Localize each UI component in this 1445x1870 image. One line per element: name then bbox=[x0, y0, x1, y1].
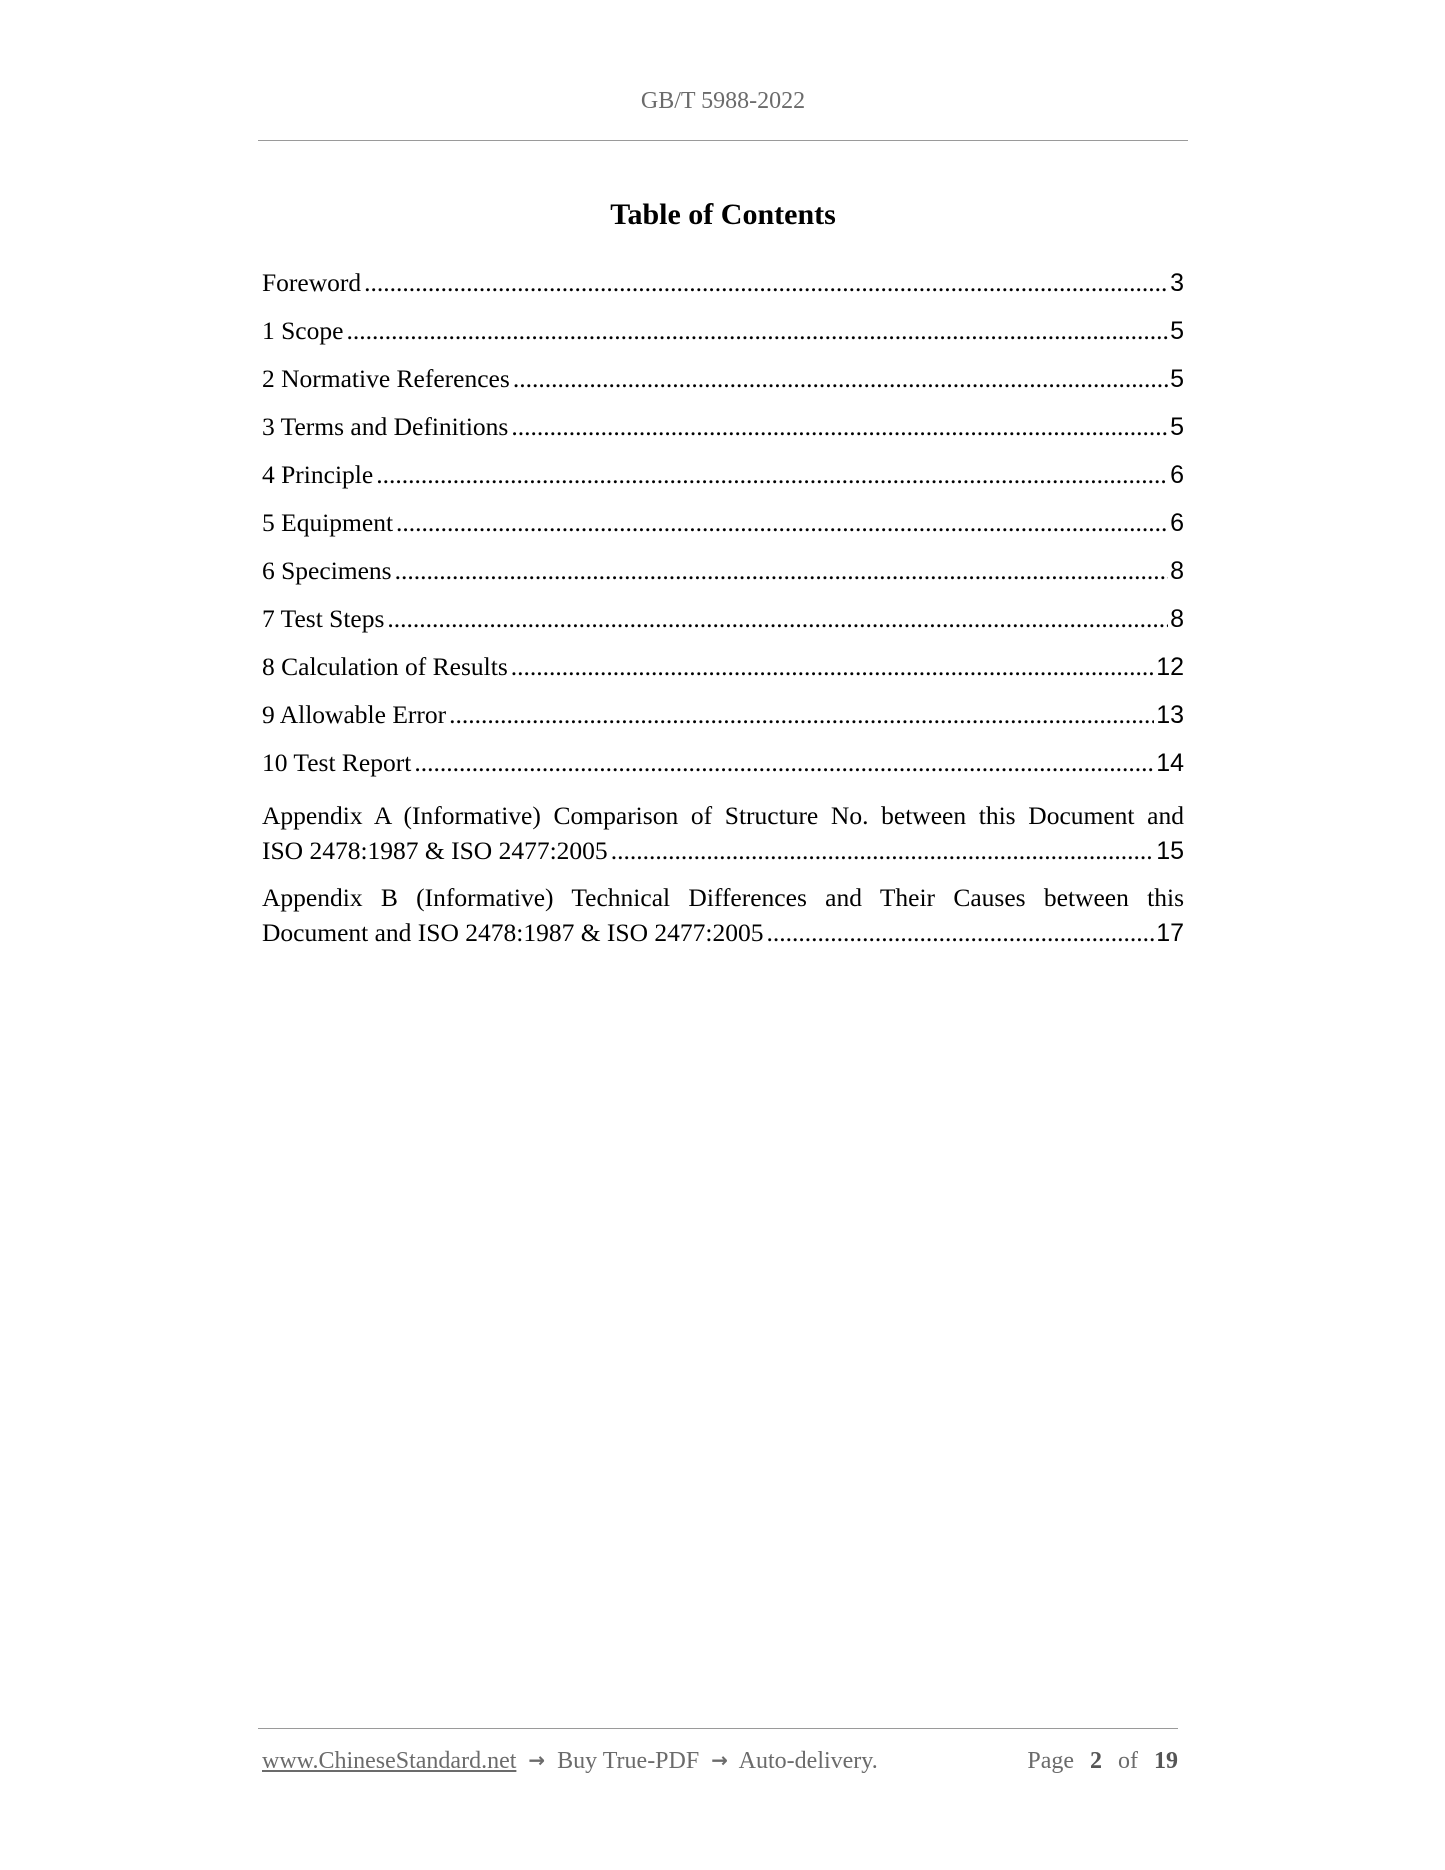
toc-entry-page: 3 bbox=[1170, 269, 1184, 297]
toc-entry-normative-references[interactable] bbox=[262, 360, 1184, 408]
toc-entry-label: 9 Allowable Error bbox=[262, 700, 447, 729]
toc-entry-page: 8 bbox=[1170, 557, 1184, 585]
page-number bbox=[1027, 1748, 1178, 1775]
toc-entry-page: 12 bbox=[1156, 653, 1184, 681]
toc-entry-label: 6 Specimens bbox=[262, 556, 392, 585]
dot-leader bbox=[766, 915, 1154, 950]
toc-entry-label: 1 Scope bbox=[262, 316, 344, 345]
footer-divider bbox=[258, 1728, 1178, 1729]
right-arrow-icon: → bbox=[711, 1748, 728, 1772]
toc-entry-label: 7 Test Steps bbox=[262, 604, 385, 633]
toc-entry-allowable-error[interactable] bbox=[262, 696, 1184, 744]
toc-entry-label: 2 Normative References bbox=[262, 364, 510, 393]
toc-entry-page: 6 bbox=[1170, 509, 1184, 537]
dot-leader bbox=[513, 360, 1168, 398]
of-word: of bbox=[1118, 1748, 1138, 1774]
page-current: 2 bbox=[1090, 1748, 1102, 1774]
toc-entry-label: Foreword bbox=[262, 268, 362, 297]
toc-title: Table of Contents bbox=[610, 198, 836, 231]
toc-entry-test-report[interactable] bbox=[262, 744, 1184, 792]
header-divider bbox=[258, 140, 1188, 141]
toc-entry-scope[interactable] bbox=[262, 312, 1184, 360]
table-of-contents bbox=[262, 264, 1184, 962]
website-link[interactable]: www.ChineseStandard.net bbox=[262, 1748, 517, 1774]
toc-entry-calculation-results[interactable] bbox=[262, 648, 1184, 696]
dot-leader bbox=[449, 696, 1154, 734]
toc-entry-label: 4 Principle bbox=[262, 460, 374, 489]
toc-entry-label: 3 Terms and Definitions bbox=[262, 412, 509, 441]
footer-step-delivery: Auto-delivery. bbox=[738, 1748, 878, 1774]
dot-leader bbox=[611, 833, 1155, 868]
toc-entry-page: 15 bbox=[1156, 837, 1184, 865]
toc-entry-label-line2: ISO 2478:1987 & ISO 2477:2005 bbox=[262, 836, 608, 865]
toc-entry-label: 10 Test Report bbox=[262, 748, 412, 777]
toc-entry-label: 8 Calculation of Results bbox=[262, 652, 508, 681]
page-total: 19 bbox=[1154, 1748, 1178, 1774]
toc-entry-appendix-a[interactable] bbox=[262, 798, 1184, 869]
toc-entry-label-line1: Appendix B (Informative) Technical Differences and Their Causes between this bbox=[262, 883, 1184, 912]
dot-leader bbox=[376, 456, 1168, 494]
dot-leader bbox=[511, 408, 1168, 446]
dot-leader bbox=[395, 552, 1168, 590]
right-arrow-icon: → bbox=[528, 1748, 546, 1772]
footer-step-buy: Buy True-PDF bbox=[557, 1748, 700, 1774]
toc-entry-page: 8 bbox=[1170, 605, 1184, 633]
toc-entry-equipment[interactable] bbox=[262, 504, 1184, 552]
dot-leader bbox=[364, 264, 1168, 302]
page-word: Page bbox=[1027, 1748, 1074, 1774]
toc-entry-label-line1: Appendix A (Informative) Comparison of Structure No. between this Document and bbox=[262, 801, 1184, 830]
dot-leader bbox=[387, 600, 1168, 638]
toc-entry-label-line2: Document and ISO 2478:1987 & ISO 2477:2005 bbox=[262, 918, 764, 947]
toc-entry-appendix-b[interactable] bbox=[262, 880, 1184, 951]
dot-leader bbox=[414, 744, 1154, 782]
dot-leader bbox=[511, 648, 1154, 686]
toc-entry-page: 13 bbox=[1156, 701, 1184, 729]
dot-leader bbox=[396, 504, 1168, 542]
toc-entry-page: 6 bbox=[1170, 461, 1184, 489]
toc-entry-foreword[interactable] bbox=[262, 264, 1184, 312]
toc-entry-page: 5 bbox=[1170, 365, 1184, 393]
toc-entry-page: 14 bbox=[1156, 749, 1184, 777]
running-header: GB/T 5988-2022 bbox=[640, 88, 806, 114]
dot-leader bbox=[346, 312, 1168, 350]
toc-entry-page: 5 bbox=[1170, 317, 1184, 345]
toc-entry-principle[interactable] bbox=[262, 456, 1184, 504]
toc-entry-label: 5 Equipment bbox=[262, 508, 394, 537]
toc-entry-terms-definitions[interactable] bbox=[262, 408, 1184, 456]
toc-entry-test-steps[interactable] bbox=[262, 600, 1184, 648]
toc-entry-page: 5 bbox=[1170, 413, 1184, 441]
toc-entry-specimens[interactable] bbox=[262, 552, 1184, 600]
toc-entry-page: 17 bbox=[1156, 919, 1184, 947]
